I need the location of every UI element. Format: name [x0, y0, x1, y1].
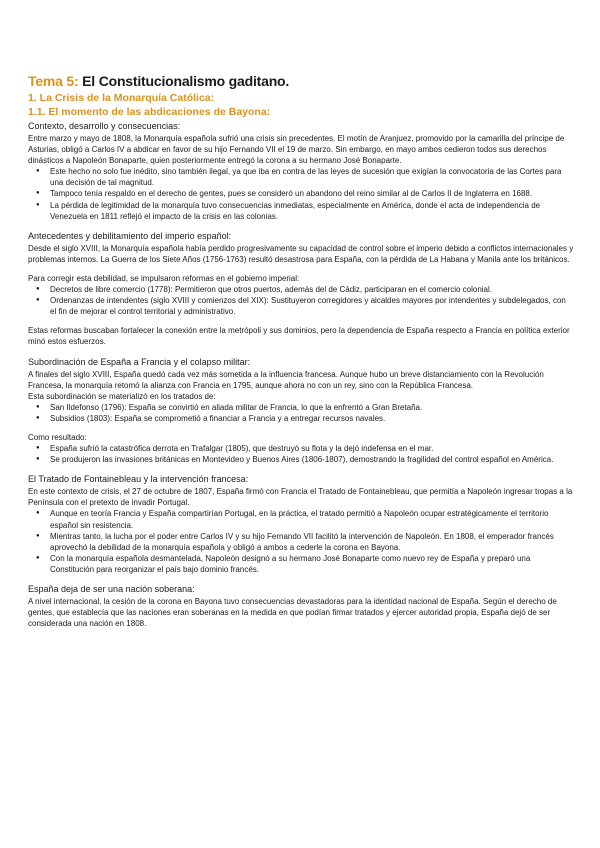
section-2-paragraph-2: Para corregir esta debilidad, se impulsaron reformas en el gobierno imperial: — [28, 273, 300, 283]
list-item: ● Decretos de libre comercio (1778): Permitieron que otros puertos, además del de Cádiz, participaran en el comercio colonial. — [50, 284, 574, 295]
section-1-list — [28, 166, 574, 221]
list-item: ● Mientras tanto, la lucha por el poder entre Carlos IV y su hijo Fernando VII facilitó la intervención de Napoleón. En 1808, el emperador francés aprovechó la debilidad de la monarquía española y obligó a ambos a cederle la corona en Bayona. — [50, 531, 574, 553]
page-title — [28, 73, 574, 89]
spacer — [28, 317, 574, 325]
list-item: ● España sufrió la catastrófica derrota en Trafalgar (1805), que destruyó su flota y la dejó indefensa en el mar. — [50, 443, 574, 454]
section-3-paragraph-3: Como resultado: — [28, 432, 87, 442]
section-3-list-2 — [28, 443, 574, 465]
section-3-list-1 — [28, 402, 574, 424]
section-5-paragraph: A nivel internacional, la cesión de la corona en Bayona tuvo consecuencias devastadoras para la identidad nacional de España. Según el derecho de gentes, que establecía que las naciones eran soberanas en la medida en que podían firmar tratados y ejercer autoridad propia, España dejó de ser considerada una nación en 1808. — [28, 597, 557, 629]
heading-2: 1.1. El momento de las abdicaciones de Bayona: — [28, 106, 271, 118]
list-item: ● La pérdida de legitimidad de la monarquía tuvo consecuencias inmediatas, especialmente en América, donde el acta de independencia de Venezuela en 1811 reflejó el impacto de la crisis en las colonias. — [50, 200, 574, 222]
spacer — [28, 265, 574, 273]
list-item: ● Subsidios (1803): España se comprometió a financiar a Francia y a entregar recursos navales. — [50, 413, 574, 424]
list-item: ● Ordenanzas de intendentes (siglo XVIII y comienzos del XIX): Sustituyeron corregidores y alcaldes mayores por intendentes y subdelegados, con el fin de mejorar el control territorial y administrativo. — [50, 295, 574, 317]
section-2-list — [28, 284, 574, 317]
spacer — [28, 424, 574, 432]
section-3-subtitle: Subordinación de España a Francia y el colapso militar: — [28, 356, 251, 367]
section-4-paragraph: En este contexto de crisis, el 27 de octubre de 1807, España firmó con Francia el Tratado de Fontainebleau, que permitía a Napoleón ingresar tropas a la Península con el pretexto de invadir Portugal. — [28, 487, 573, 508]
section-1-paragraph: Entre marzo y mayo de 1808, la Monarquía española sufrió una crisis sin precedentes. El motín de Aranjuez, promovido por la camarilla del príncipe de Asturias, obligó a Carlos IV a abdicar en favor de su hijo Fernando VII el 19 de marzo. Sin embargo, en mayo ambos cedieron todos sus derechos dinásticos a Napoleón Bonaparte, quien posteriormente entregó la corona a su hermano José Bonaparte. — [28, 134, 565, 166]
section-2-subtitle: Antecedentes y debilitamiento del imperio español: — [28, 230, 232, 241]
section-2-paragraph-3: Estas reformas buscaban fortalecer la conexión entre la metrópoli y sus dominios, pero la dependencia de España respecto a Francia en política exterior minó estos esfuerzos. — [28, 326, 570, 347]
title-number: Tema 5: — [28, 73, 79, 89]
section-1-subtitle: Contexto, desarrollo y consecuencias: — [28, 121, 181, 131]
list-item: ● Con la monarquía española desmantelada, Napoleón designó a su hermano José Bonaparte como nuevo rey de España y preparó una Constitución para reorganizar el país bajo dominio francés. — [50, 553, 574, 575]
list-item: ● Se produjeron las invasiones británicas en Montevideo y Buenos Aires (1806-1807), demostrando la fragilidad del control español en América. — [50, 454, 574, 465]
title-text: El Constitucionalismo gaditano. — [78, 73, 290, 89]
section-4-subtitle: El Tratado de Fontainebleau y la intervención francesa: — [28, 474, 249, 485]
section-4-list — [28, 508, 574, 575]
section-5-subtitle: España deja de ser una nación soberana: — [28, 584, 195, 594]
list-item: ● Este hecho no solo fue inédito, sino también ilegal, ya que iba en contra de las leyes de sucesión que exigían la convocatoria de las Cortes para una decisión de tal magnitud. — [50, 166, 574, 188]
list-item: ● Aunque en teoría Francia y España compartirían Portugal, en la práctica, el tratado permitió a Napoleón ocupar estratégicamente el territorio español sin resistencia. — [50, 508, 574, 530]
section-3-paragraph-2: Esta subordinación se materializó en los tratados de: — [28, 391, 216, 401]
heading-1: 1. La Crisis de la Monarquía Católica: — [28, 92, 215, 104]
list-item: ● Tampoco tenía respaldo en el derecho de gentes, pues se consideró un abandono del reino similar al de Carlos II de Inglaterra en 1688. — [50, 188, 574, 199]
section-2-paragraph-1: Desde el siglo XVIII, la Monarquía española había perdido progresivamente su capacidad de control sobre el imperio debido a conflictos internacionales y problemas internos. La Guerra de los Siete Años (1756-1763) resultó desastrosa para España, con la pérdida de La Habana y Manila ante los británicos. — [28, 243, 574, 264]
section-3-paragraph-1: A finales del siglo XVIII, España quedó cada vez más sometida a la influencia francesa. Aunque hubo un breve distanciamiento con la Revolución Francesa, la monarquía retomó la alianza con Francia en 1795, aunque ahora no con un rey, sino con la República Francesa. — [28, 369, 544, 390]
list-item: ● San Ildefonso (1796): España se convirtió en aliada militar de Francia, lo que la enfrentó a Gran Bretaña. — [50, 402, 574, 413]
